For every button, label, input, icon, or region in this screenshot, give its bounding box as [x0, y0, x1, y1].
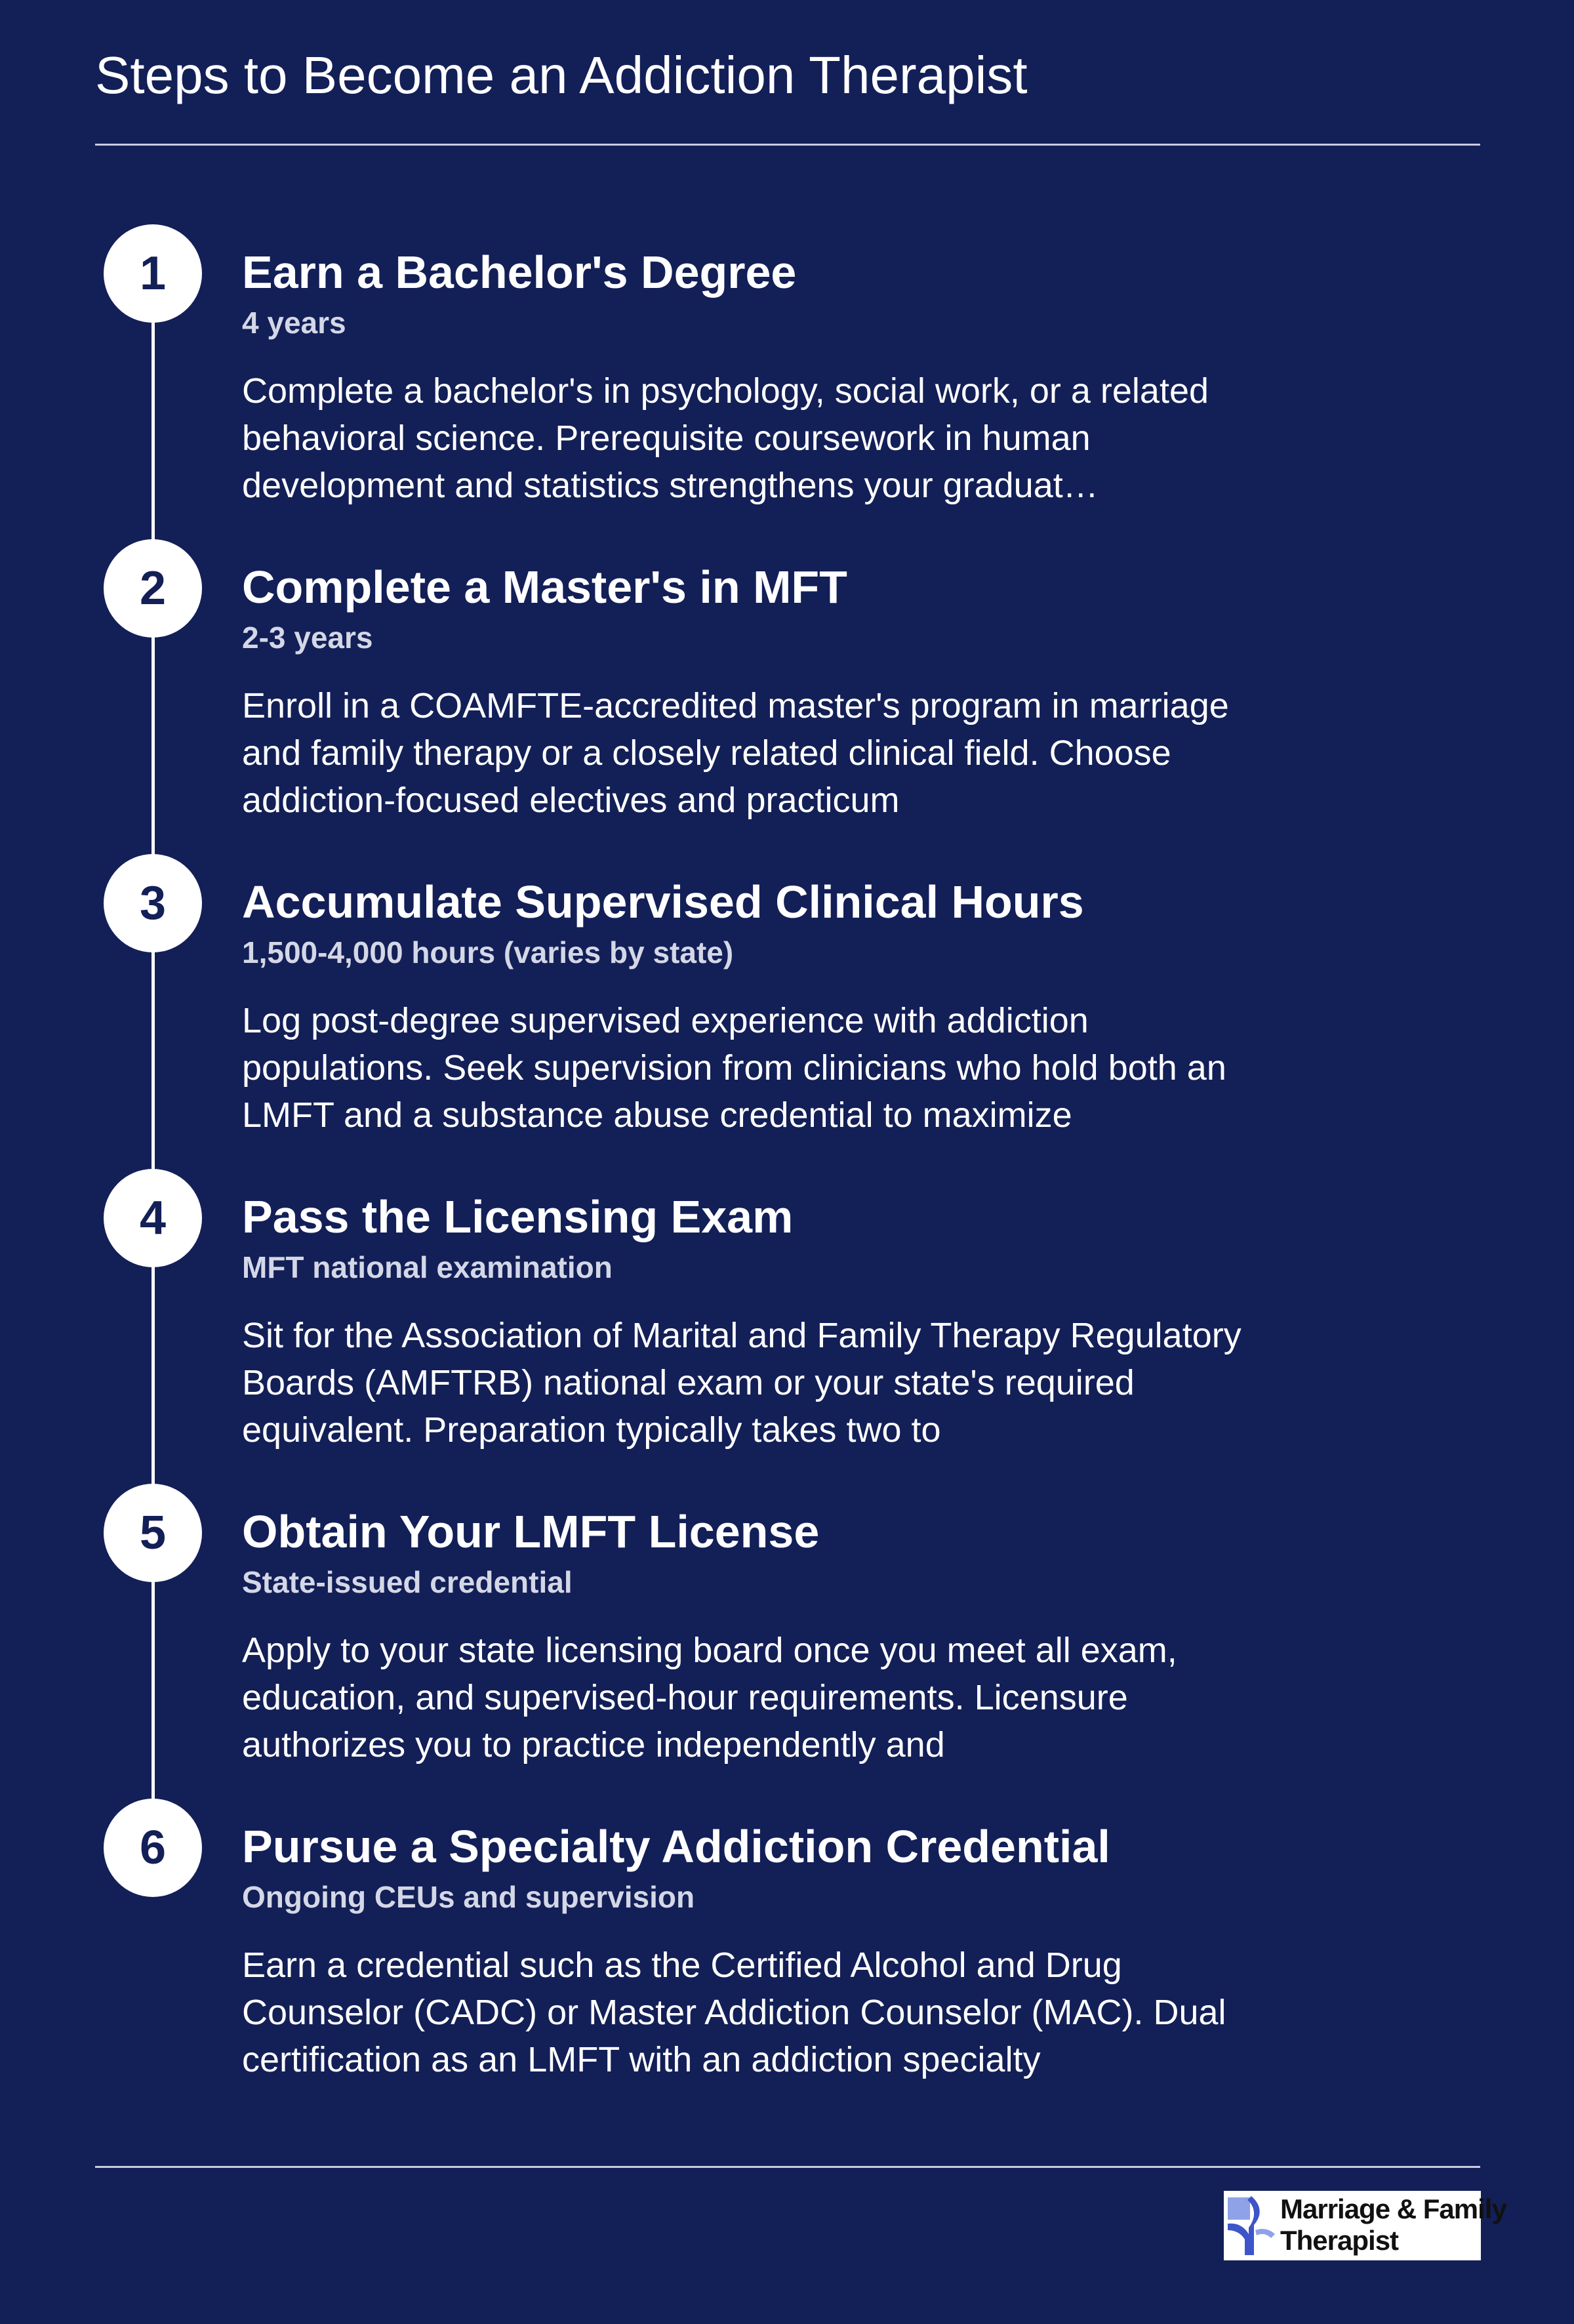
- step-title: Obtain Your LMFT License: [242, 1506, 820, 1557]
- step-title: Accumulate Supervised Clinical Hours: [242, 876, 1084, 928]
- step-duration: State-issued credential: [242, 1565, 573, 1599]
- logo-line-2: Therapist: [1280, 2225, 1399, 2256]
- step-description: Enroll in a COAMFTE-accredited master's program in marriage and family therapy or a closely related clinical field. Choose addiction-focused electives and practicum: [242, 686, 1229, 820]
- step-description: Sit for the Association of Marital and Family Therapy Regulatory Boards (AMFTRB) national exam or your state's required equivalent. Preparation typically takes two to: [242, 1316, 1241, 1450]
- step-5: [0, 1484, 1574, 1799]
- step-duration: 1,500-4,000 hours (varies by state): [242, 935, 734, 969]
- step-title: Complete a Master's in MFT: [242, 561, 847, 613]
- step-number-badge: 2: [104, 539, 202, 638]
- step-description: Apply to your state licensing board once you meet all exam, education, and supervised-hour requirements. Licensure authorizes you to practice independently and: [242, 1631, 1177, 1764]
- bottom-divider: [95, 2166, 1480, 2168]
- mft-logo-mark-icon: [1224, 2191, 1276, 2260]
- top-divider: [95, 144, 1480, 146]
- step-1: [0, 224, 1574, 539]
- step-duration: 2-3 years: [242, 621, 373, 655]
- step-2: [0, 539, 1574, 854]
- step-description: Log post-degree supervised experience with addiction populations. Seek supervision from clinicians who hold both an LMFT and a substance abuse credential to maximize: [242, 1001, 1226, 1135]
- step-6: [0, 1799, 1574, 2113]
- step-title: Pursue a Specialty Addiction Credential: [242, 1821, 1110, 1872]
- brand-logo[interactable]: [1224, 2191, 1506, 2260]
- step-4: [0, 1169, 1574, 1484]
- step-number-badge: 4: [104, 1169, 202, 1267]
- page-title: Steps to Become an Addiction Therapist: [95, 46, 1028, 104]
- step-description: Complete a bachelor's in psychology, social work, or a related behavioral science. Prerequisite coursework in human development and statistics strengthens your graduat…: [242, 371, 1209, 505]
- step-3: [0, 854, 1574, 1169]
- step-number-badge: 6: [104, 1799, 202, 1897]
- step-duration: 4 years: [242, 306, 346, 340]
- step-title: Earn a Bachelor's Degree: [242, 247, 797, 298]
- step-description: Earn a credential such as the Certified Alcohol and Drug Counselor (CADC) or Master Addiction Counselor (MAC). Dual certification as an LMFT with an addiction specialty: [242, 1946, 1226, 2079]
- step-duration: MFT national examination: [242, 1250, 613, 1284]
- logo-line-1: Marriage & Family: [1280, 2193, 1506, 2224]
- step-number-badge: 5: [104, 1484, 202, 1582]
- step-number-badge: 1: [104, 224, 202, 323]
- step-number-badge: 3: [104, 854, 202, 952]
- logo-wordmark: [1280, 2193, 1506, 2256]
- step-title: Pass the Licensing Exam: [242, 1191, 794, 1242]
- step-duration: Ongoing CEUs and supervision: [242, 1880, 695, 1914]
